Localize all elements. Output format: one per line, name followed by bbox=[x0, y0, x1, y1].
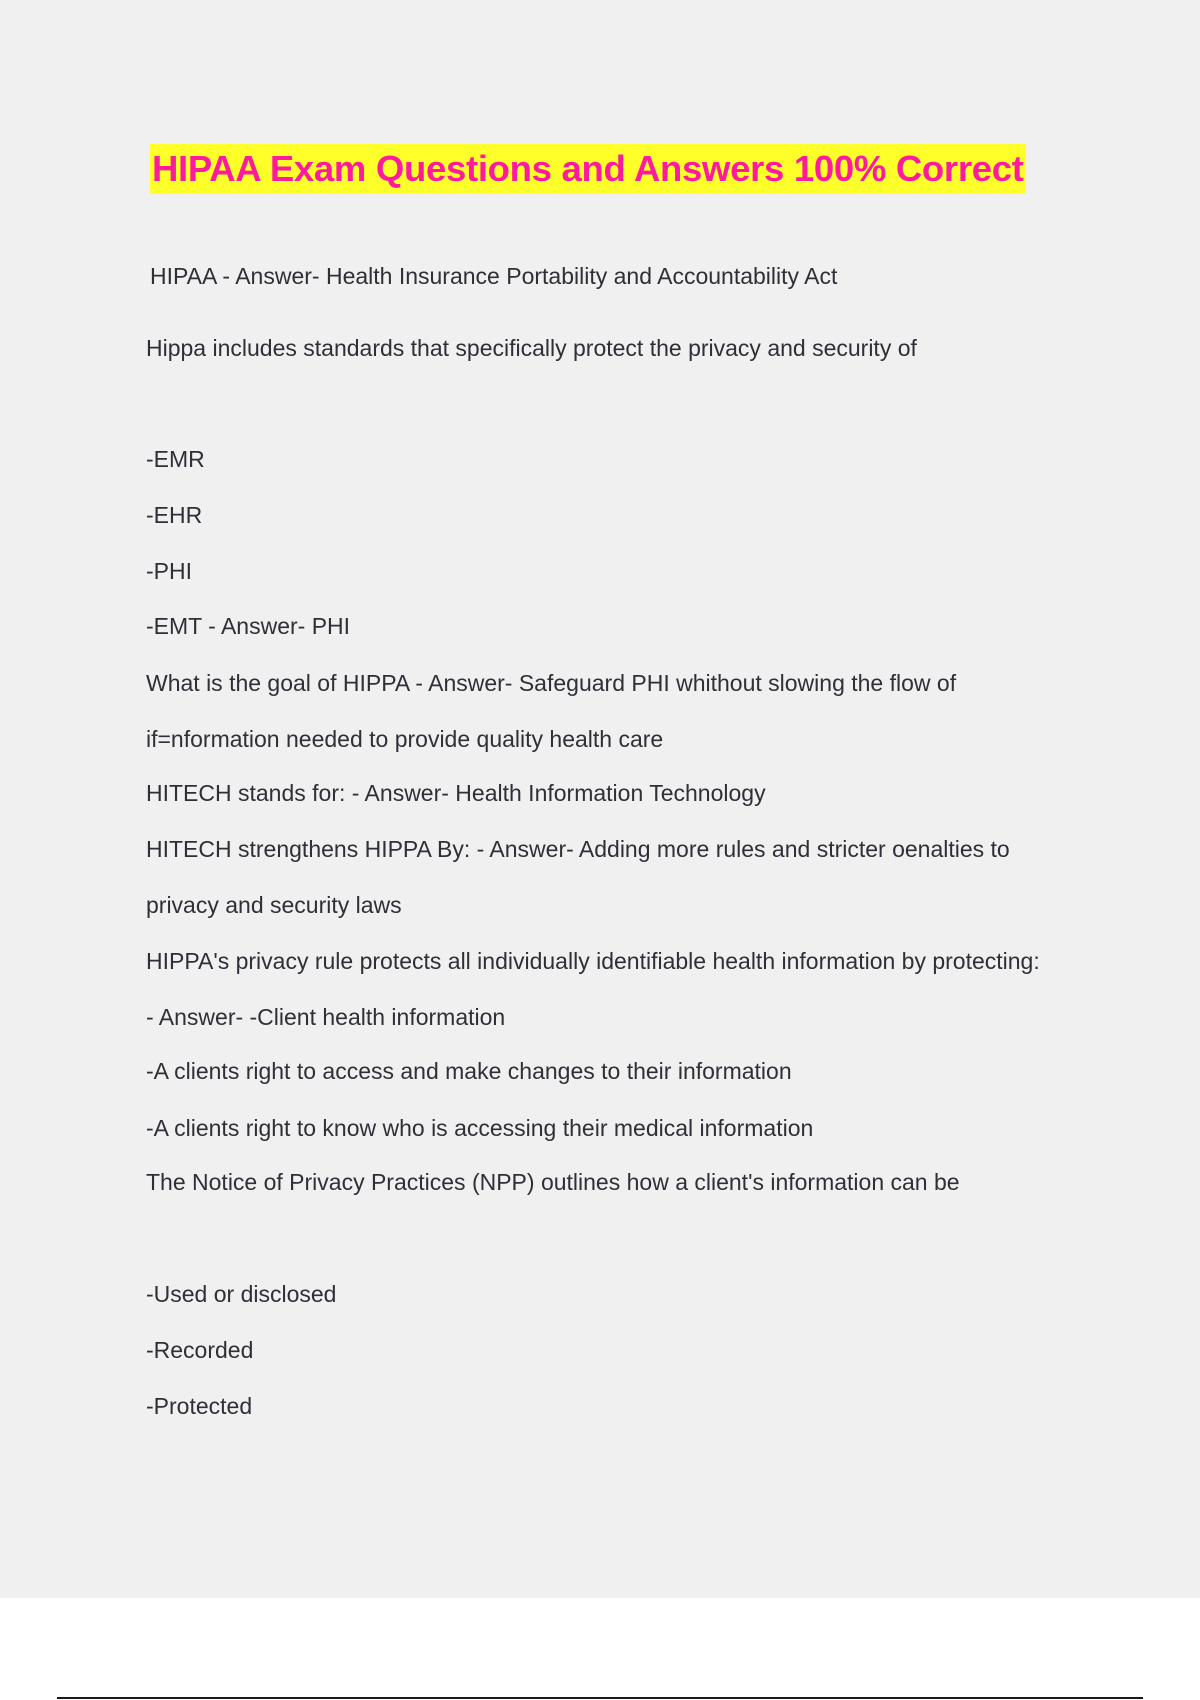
list-item: -A clients right to know who is accessing their medical information bbox=[146, 1115, 814, 1141]
text-line: - Answer- -Client health information bbox=[146, 1004, 506, 1030]
text-line: Hippa includes standards that specifically protect the privacy and security of bbox=[146, 335, 917, 361]
text-line: HIPAA - Answer- Health Insurance Portability and Accountability Act bbox=[150, 263, 838, 289]
text-line: HITECH strengthens HIPPA By: - Answer- Adding more rules and stricter oenalties to bbox=[146, 836, 1010, 862]
text-line: What is the goal of HIPPA - Answer- Safeguard PHI whithout slowing the flow of bbox=[146, 670, 957, 696]
list-item: -Recorded bbox=[146, 1337, 254, 1363]
list-item: -EHR bbox=[146, 502, 203, 528]
document-title: HIPAA Exam Questions and Answers 100% Correct bbox=[152, 147, 1024, 189]
text-line: privacy and security laws bbox=[146, 892, 402, 918]
text-line: if=nformation needed to provide quality health care bbox=[146, 726, 664, 752]
list-item: -EMR bbox=[146, 446, 205, 472]
list-item: -EMT - Answer- PHI bbox=[146, 613, 351, 639]
text-line: HITECH stands for: - Answer- Health Information Technology bbox=[146, 780, 766, 806]
text-line: HIPPA's privacy rule protects all individually identifiable health information by protecting: bbox=[146, 948, 1040, 974]
text-line: The Notice of Privacy Practices (NPP) outlines how a client's information can be bbox=[146, 1169, 960, 1195]
next-page-area bbox=[0, 1598, 1200, 1700]
list-item: -PHI bbox=[146, 558, 192, 584]
list-item: -Used or disclosed bbox=[146, 1281, 337, 1307]
footer-divider bbox=[57, 1697, 1143, 1699]
list-item: -A clients right to access and make changes to their information bbox=[146, 1058, 792, 1084]
list-item: -Protected bbox=[146, 1393, 253, 1419]
title-highlight bbox=[150, 144, 1026, 194]
